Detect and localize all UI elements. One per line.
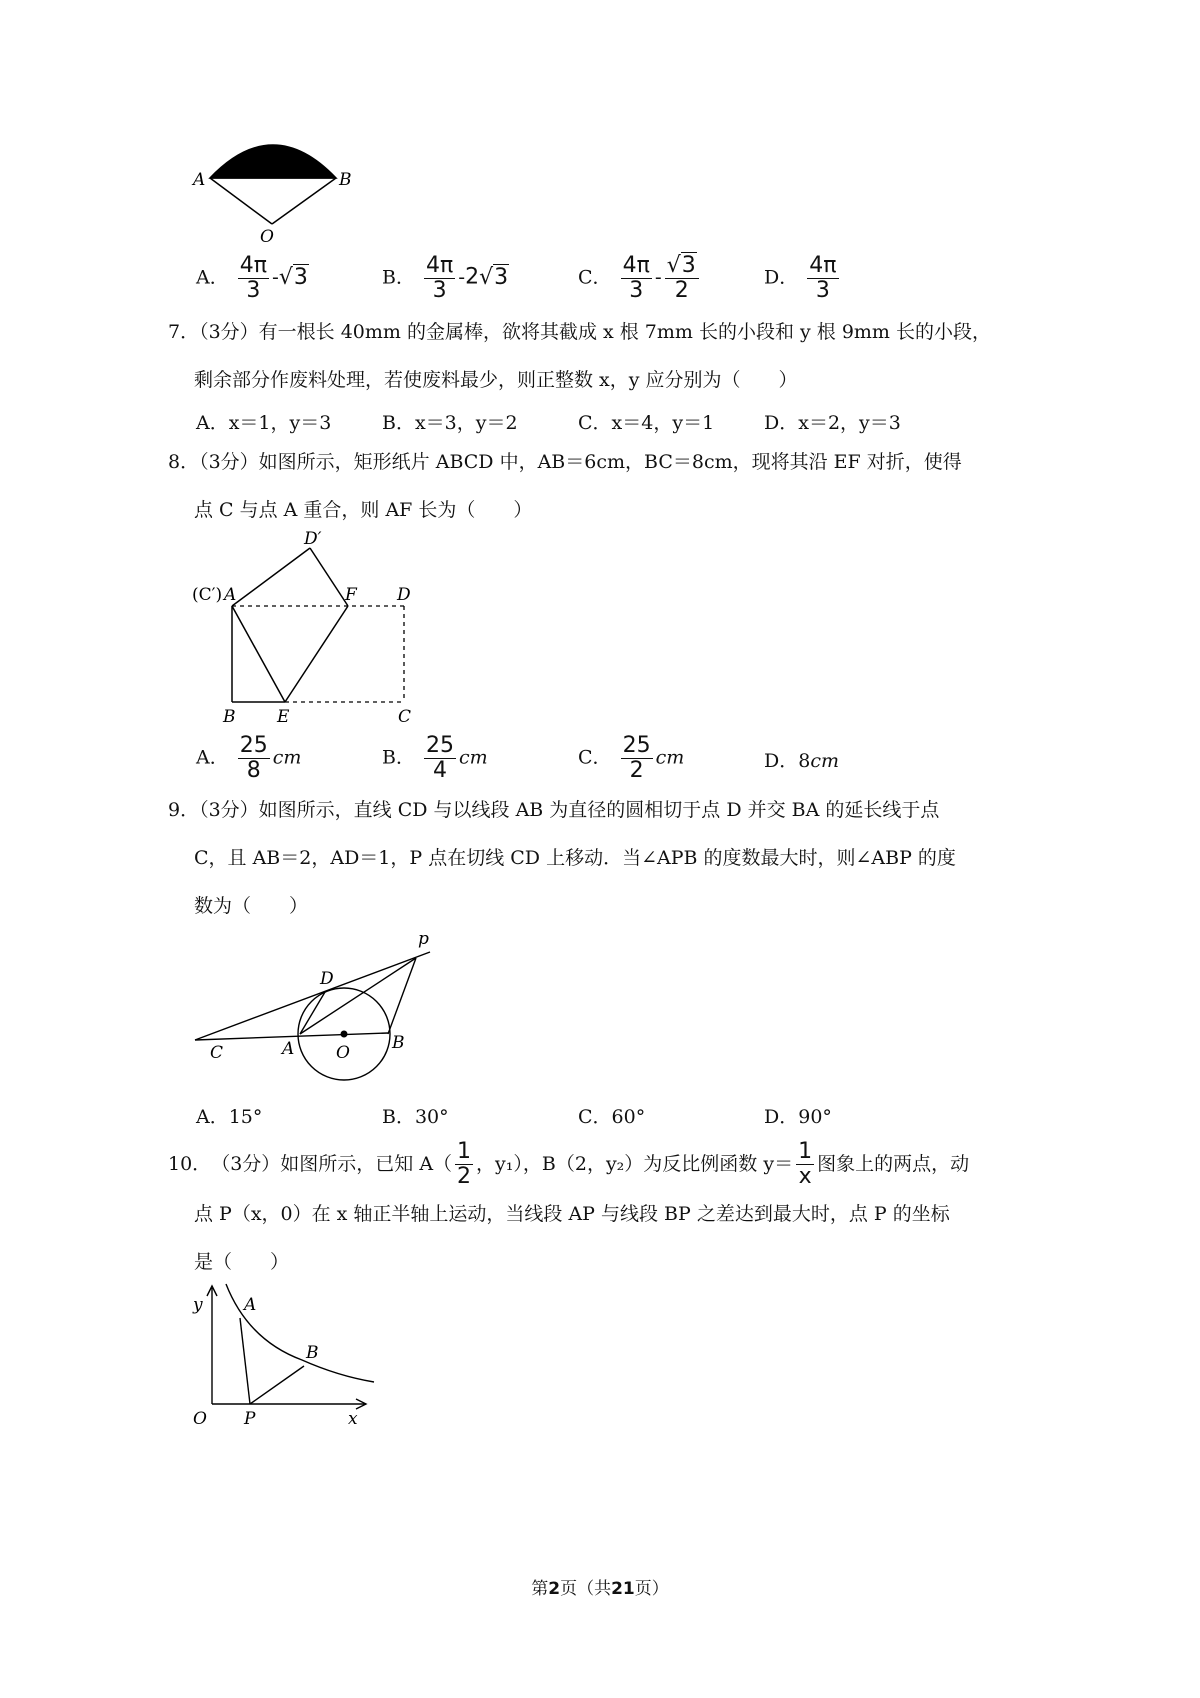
label-e: E xyxy=(277,707,290,727)
q7-choice-a[interactable]: A．x＝1，y＝3 xyxy=(196,412,332,434)
page-total: 21 xyxy=(611,1579,635,1599)
q9-choice-b[interactable]: B．30° xyxy=(382,1106,449,1128)
label-cprime: (C′) xyxy=(192,585,223,605)
q7-choice-b[interactable]: B．x＝3，y＝2 xyxy=(382,412,518,434)
shaded-segment xyxy=(210,145,336,178)
q6-choice-a[interactable]: A． $\frac{4\pi}{3}$ -√3 xyxy=(196,253,308,303)
q9-line1: 9．（3分）如图所示，直线 CD 与以线段 AB 为直径的圆相切于点 D 并交 BA 的延长线于点 xyxy=(168,799,940,821)
q6-choice-b[interactable]: B． $\frac{4\pi}{3}$ -2√3 xyxy=(382,253,509,303)
q8-choice-c[interactable]: C． $\frac{25}{2}$ cm xyxy=(578,733,685,783)
q9-choice-d[interactable]: D．90° xyxy=(764,1106,832,1128)
q7-line1: 7．（3分）有一根长 40mm 的金属棒，欲将其截成 x 根 7mm 长的小段和 y 根 9mm 长的小段， xyxy=(168,321,991,343)
q8-line1: 8．（3分）如图所示，矩形纸片 ABCD 中，AB＝6cm，BC＝8cm，现将其沿 EF 对折，使得 xyxy=(168,451,962,473)
q6-choice-d[interactable]: D． $\frac{4\pi}{3}$ xyxy=(764,253,837,303)
label-o: O xyxy=(260,227,274,247)
q8-figure xyxy=(190,528,430,732)
label-o: O xyxy=(336,1043,350,1063)
label-d: D xyxy=(397,585,411,605)
q10-line3: 是（ ） xyxy=(194,1251,290,1273)
q7-line2: 剩余部分作废料处理，若使废料最少，则正整数 x，y 应分别为（ ） xyxy=(194,369,798,391)
label-c: C xyxy=(210,1043,224,1063)
label-dprime: D′ xyxy=(304,529,322,549)
label-a: A xyxy=(244,1295,257,1315)
q9-figure xyxy=(190,924,450,1098)
q7-choice-c[interactable]: C．x＝4，y＝1 xyxy=(578,412,715,434)
label-a: A xyxy=(193,170,206,190)
q8-choice-b[interactable]: B． $\frac{25}{4}$ cm xyxy=(382,733,488,783)
label-x: x xyxy=(348,1409,358,1429)
q10-line2: 点 P（x，0）在 x 轴正半轴上运动，当线段 AP 与线段 BP 之差达到最大时，点 P 的坐标 xyxy=(194,1203,950,1225)
q6-choice-c[interactable]: C． $\frac{4\pi}{3}$ - $\frac{√3}{2}$ xyxy=(578,254,702,303)
q7-stem xyxy=(168,308,1028,404)
q7-choice-d[interactable]: D．x＝2，y＝3 xyxy=(764,412,901,434)
label-b: B xyxy=(223,707,236,727)
label-d: D xyxy=(320,969,334,989)
label-b: B xyxy=(306,1343,319,1363)
label-o: O xyxy=(193,1409,207,1429)
q8-stem xyxy=(168,438,1028,534)
label-p: P xyxy=(244,1409,256,1429)
label-y: y xyxy=(193,1295,203,1315)
q9-choice-c[interactable]: C．60° xyxy=(578,1106,646,1128)
q9-stem xyxy=(168,786,1028,930)
q6-figure xyxy=(190,130,370,254)
q10-line1: 10． （3分）如图所示，已知 A（ $\frac{1}{2}$ ，y₁），B（2，y₂）为反比例函数 y＝ $\frac{1}{x}$ 图象上的两点，动 xyxy=(168,1138,970,1189)
q8-line2: 点 C 与点 A 重合，则 AF 长为（ ） xyxy=(194,499,533,521)
q10-stem xyxy=(168,1138,1048,1286)
label-a: A xyxy=(282,1039,295,1059)
q8-choice-d[interactable]: D．8cm xyxy=(764,750,839,772)
label-a: A xyxy=(224,585,237,605)
label-f: F xyxy=(345,585,357,605)
q9-line2: C，且 AB＝2，AD＝1，P 点在切线 CD 上移动．当∠APB 的度数最大时，则∠ABP 的度 xyxy=(194,847,956,869)
page-number: 2 xyxy=(548,1579,561,1599)
q9-choice-a[interactable]: A．15° xyxy=(196,1106,263,1128)
page-footer: 第2页（共21页） xyxy=(531,1579,669,1599)
q9-line3: 数为（ ） xyxy=(194,895,309,917)
label-p: p xyxy=(418,929,429,949)
label-c: C xyxy=(398,707,412,727)
q8-choice-a[interactable]: A． $\frac{25}{8}$ cm xyxy=(196,733,302,783)
label-b: B xyxy=(339,170,352,190)
q10-figure xyxy=(188,1280,388,1434)
label-b: B xyxy=(392,1033,405,1053)
